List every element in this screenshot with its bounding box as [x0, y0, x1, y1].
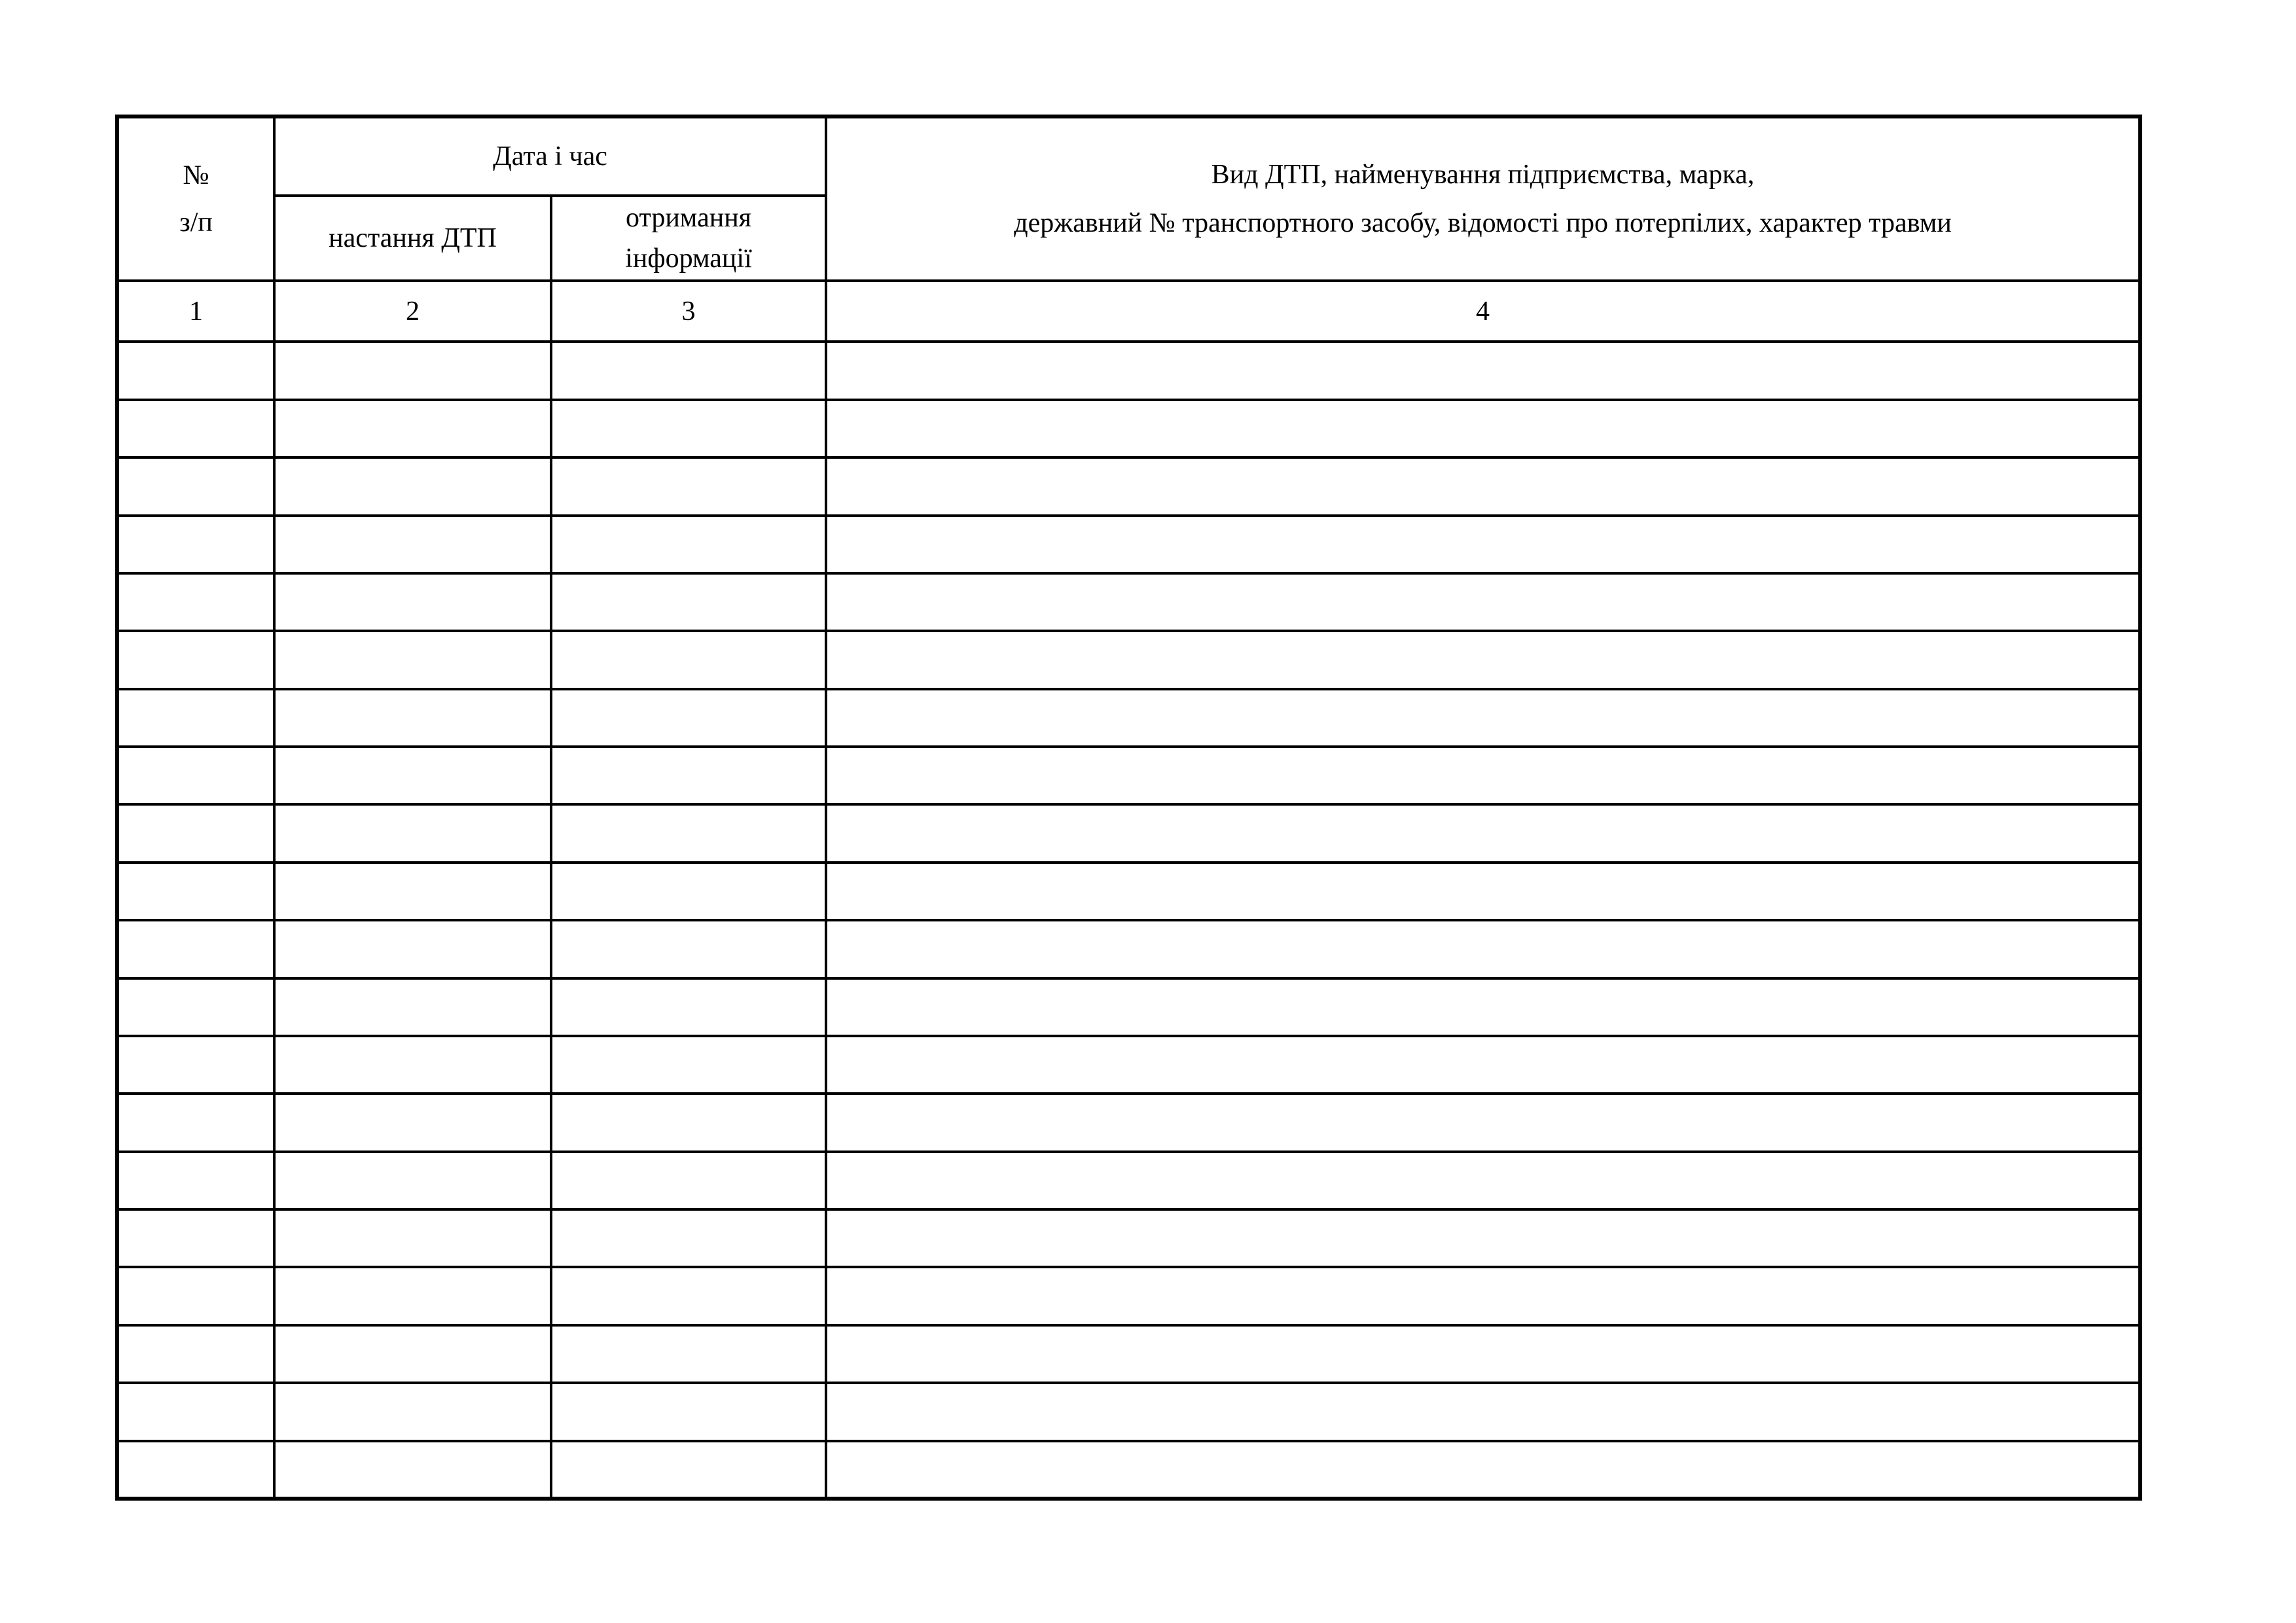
empty-cell [274, 747, 551, 804]
empty-cell [274, 1094, 551, 1151]
column-number-3: 3 [551, 281, 826, 342]
empty-row [117, 747, 2140, 804]
empty-cell [551, 342, 826, 399]
empty-cell [274, 457, 551, 515]
empty-row [117, 1383, 2140, 1440]
empty-cell [117, 573, 274, 631]
empty-cell [274, 863, 551, 920]
empty-row [117, 342, 2140, 399]
empty-cell [551, 689, 826, 747]
empty-row [117, 516, 2140, 573]
empty-row [117, 1325, 2140, 1383]
empty-cell [826, 1267, 2140, 1325]
empty-cell [826, 1094, 2140, 1151]
empty-row [117, 1036, 2140, 1094]
empty-cell [826, 631, 2140, 688]
empty-row [117, 920, 2140, 978]
empty-cell [551, 804, 826, 862]
empty-cell [551, 1094, 826, 1151]
header-cell-info-received [551, 196, 826, 281]
empty-cell [274, 1267, 551, 1325]
empty-row [117, 1209, 2140, 1267]
empty-cell [274, 920, 551, 978]
empty-cell [826, 1036, 2140, 1094]
header-info-line-2: інформації [625, 243, 752, 274]
empty-cell [551, 631, 826, 688]
empty-row [117, 689, 2140, 747]
empty-cell [117, 1267, 274, 1325]
empty-row [117, 1441, 2140, 1499]
empty-cell [826, 400, 2140, 457]
header-cell-date-time: Дата і час [274, 116, 826, 196]
empty-cell [274, 1036, 551, 1094]
empty-row [117, 631, 2140, 688]
empty-cell [274, 1152, 551, 1209]
empty-cell [551, 1383, 826, 1440]
empty-row [117, 1094, 2140, 1151]
empty-cell [551, 400, 826, 457]
column-number-1: 1 [117, 281, 274, 342]
header-info-line-1: отримання [626, 202, 751, 233]
empty-cell [117, 863, 274, 920]
empty-row [117, 863, 2140, 920]
empty-cell [826, 1209, 2140, 1267]
empty-cell [117, 1152, 274, 1209]
empty-cell [117, 978, 274, 1036]
empty-cell [117, 516, 274, 573]
column-number-row [117, 281, 2140, 342]
empty-cell [826, 1325, 2140, 1383]
empty-cell [551, 1036, 826, 1094]
empty-cell [117, 631, 274, 688]
header-description-line-1: Вид ДТП, найменування підприємства, марка, [1211, 160, 1755, 190]
empty-cell [826, 978, 2140, 1036]
empty-cell [274, 1209, 551, 1267]
empty-cell [551, 1152, 826, 1209]
empty-cell [117, 689, 274, 747]
empty-cell [826, 1441, 2140, 1499]
empty-row [117, 1152, 2140, 1209]
empty-cell [551, 1325, 826, 1383]
empty-cell [117, 1325, 274, 1383]
empty-row [117, 573, 2140, 631]
empty-cell [274, 1383, 551, 1440]
empty-cell [117, 1094, 274, 1151]
empty-cell [826, 1383, 2140, 1440]
empty-cell [274, 689, 551, 747]
empty-cell [826, 573, 2140, 631]
empty-cell [826, 920, 2140, 978]
empty-cell [117, 1383, 274, 1440]
empty-row [117, 457, 2140, 515]
empty-cell [274, 400, 551, 457]
empty-cell [826, 689, 2140, 747]
empty-row [117, 400, 2140, 457]
empty-cell [117, 804, 274, 862]
empty-cell [274, 631, 551, 688]
empty-row [117, 804, 2140, 862]
empty-cell [274, 978, 551, 1036]
empty-cell [551, 863, 826, 920]
empty-cell [826, 747, 2140, 804]
empty-cell [117, 1441, 274, 1499]
empty-row [117, 978, 2140, 1036]
empty-cell [274, 804, 551, 862]
header-row-top [117, 116, 2140, 196]
empty-cell [826, 863, 2140, 920]
empty-cell [826, 804, 2140, 862]
empty-cell [551, 457, 826, 515]
empty-cell [274, 1441, 551, 1499]
empty-cell [551, 1209, 826, 1267]
header-cell-occurrence: настання ДТП [274, 196, 551, 281]
empty-cell [274, 516, 551, 573]
header-no-suffix: з/п [179, 207, 213, 238]
empty-cell [117, 342, 274, 399]
header-description-line-2: державний № транспортного засобу, відомості про потерпілих, характер травми [1014, 208, 1952, 239]
empty-cell [274, 573, 551, 631]
empty-cell [826, 342, 2140, 399]
empty-cell [826, 457, 2140, 515]
empty-cell [826, 516, 2140, 573]
empty-cell [117, 457, 274, 515]
empty-cell [274, 1325, 551, 1383]
empty-cell [117, 400, 274, 457]
dtp-journal-table [115, 115, 2142, 1501]
table-body [117, 116, 2140, 1499]
column-number-4: 4 [826, 281, 2140, 342]
empty-cell [117, 747, 274, 804]
empty-cell [551, 1267, 826, 1325]
empty-cell [551, 573, 826, 631]
empty-row [117, 1267, 2140, 1325]
header-no-symbol: № [183, 160, 209, 191]
header-cell-description [826, 116, 2140, 281]
column-number-2: 2 [274, 281, 551, 342]
empty-cell [551, 1441, 826, 1499]
empty-cell [551, 978, 826, 1036]
empty-cell [117, 1209, 274, 1267]
header-cell-row-number [117, 116, 274, 281]
empty-cell [826, 1152, 2140, 1209]
empty-cell [551, 516, 826, 573]
empty-cell [551, 747, 826, 804]
empty-cell [274, 342, 551, 399]
empty-cell [117, 1036, 274, 1094]
empty-cell [117, 920, 274, 978]
empty-cell [551, 920, 826, 978]
